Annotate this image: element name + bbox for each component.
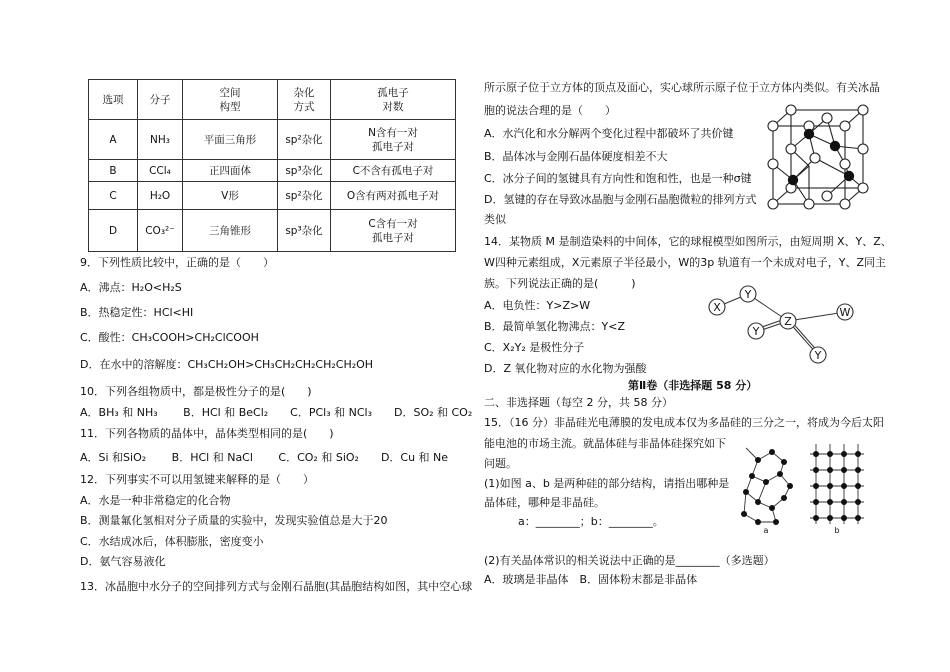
q15-part2-stem: (2)有关晶体常识的相关说法中正确的是________（多选题） xyxy=(484,554,775,567)
atom-z-label: Z xyxy=(784,315,792,328)
cell-shape: 平面三角形 xyxy=(183,120,278,160)
q14-option-a: A．电负性：Y>Z>W xyxy=(484,299,591,312)
cell-option: B xyxy=(89,160,138,182)
structure-a-atoms xyxy=(741,449,793,525)
q13-stem-cont-1: 所示原子位于立方体的顶点及面心，实心球所示原子位于立方体内类似。有关冰晶 xyxy=(484,81,880,94)
q13-option-c: C．冰分子间的氢键具有方向性和饱和性，也是一种σ键 xyxy=(484,172,752,185)
cell-molecule: CCl₄ xyxy=(138,160,183,182)
q14-option-d: D．Z 氧化物对应的水化物为强酸 xyxy=(484,362,647,375)
q13-option-a: A．水汽化和水分解两个变化过程中都破坏了共价键 xyxy=(484,127,734,140)
atom-x-label: X xyxy=(713,301,721,314)
cell-molecule: NH₃ xyxy=(138,120,183,160)
unit-cell-figure xyxy=(765,104,869,216)
q9-option-c: C．酸性：CH₃COOH>CH₂ClCOOH xyxy=(80,331,259,344)
atom-y-label: Y xyxy=(752,325,760,338)
cell-option: A xyxy=(89,120,138,160)
cell-lone: C含有一对 孤电子对 xyxy=(331,210,456,252)
q12-option-c: C．水结成冰后，体积膨胀，密度变小 xyxy=(80,535,264,548)
q15-answer-blanks[interactable]: a：________；b：________。 xyxy=(518,515,664,528)
cell-hybrid: sp³杂化 xyxy=(278,210,331,252)
structure-a xyxy=(744,448,790,522)
table-row xyxy=(89,160,456,182)
label-b: b xyxy=(834,526,840,534)
section-2-heading: 二、非选择题（每空 2 分，共 58 分） xyxy=(484,396,673,409)
q14-option-c: C．X₂Y₂ 是极性分子 xyxy=(484,341,585,354)
q10-options: A．BH₃ 和 NH₃ B．HCl 和 BeCl₂ C．PCl₃ 和 NCl₃ D．SO₂ 和 CO₂ xyxy=(80,406,473,419)
q12-option-a: A．水是一种非常稳定的化合物 xyxy=(80,494,231,507)
q13-stem: 13．冰晶胞中水分子的空间排列方式与金刚石晶胞(其晶胞结构如图，其中空心球 xyxy=(80,580,473,593)
options-table xyxy=(88,79,456,252)
hollow-atoms xyxy=(768,105,868,209)
atom-w-label: W xyxy=(839,306,851,319)
cell-shape: 三角锥形 xyxy=(183,210,278,252)
q9-option-b: B．热稳定性：HCl<HI xyxy=(80,306,194,319)
cell-molecule: CO₃²⁻ xyxy=(138,210,183,252)
cell-hybrid: sp²杂化 xyxy=(278,182,331,210)
header-lone: 孤电子 对数 xyxy=(331,80,456,120)
cell-hybrid: sp²杂化 xyxy=(278,120,331,160)
q14-stem-1: 14．某物质 M 是制造染料的中间体，它的球棍模型如图所示，由短周期 X、Y、Z、 xyxy=(484,235,892,248)
header-molecule: 分子 xyxy=(138,80,183,120)
q12-option-d: D．氨气容易液化 xyxy=(80,555,166,568)
q10-stem: 10．下列各组物质中，都是极性分子的是( ) xyxy=(80,385,312,398)
table-row xyxy=(89,210,456,252)
q13-option-b: B．晶体冰与金刚石晶体硬度相差不大 xyxy=(484,150,668,163)
cell-shape: 正四面体 xyxy=(183,160,278,182)
cell-lone: O含有两对孤电子对 xyxy=(331,182,456,210)
q15-part1-2: 晶体硅，哪种是非晶硅。 xyxy=(484,496,605,509)
cell-molecule: H₂O xyxy=(138,182,183,210)
q15-part1-1: (1)如图 a、b 是两种硅的部分结构，请指出哪种是 xyxy=(484,477,730,490)
ball-stick-model xyxy=(700,282,860,368)
q13-stem-cont-2: 胞的说法合理的是（ ） xyxy=(484,104,616,117)
q15-stem-1: 15．（16 分）非晶硅光电薄膜的发电成本仅为多晶硅的三分之一，将成为今后太阳 xyxy=(484,416,884,429)
q9-option-a: A．沸点：H₂O<H₂S xyxy=(80,281,182,294)
q12-option-b: B．测量氟化氢相对分子质量的实验中，发现实验值总是大于20 xyxy=(80,514,388,527)
q13-option-d: D．氢键的存在导致冰晶胞与金刚石晶胞微粒的排列方式 xyxy=(484,193,757,206)
q14-stem-3: 族。下列说法正确的是( ) xyxy=(484,277,636,290)
table-row xyxy=(89,120,456,160)
cell-lone: C不含有孤电子对 xyxy=(331,160,456,182)
atom-y-label: Y xyxy=(744,288,752,301)
label-a: a xyxy=(763,526,769,534)
atom-y-label: Y xyxy=(814,349,822,362)
solid-atoms xyxy=(788,129,854,185)
q9-option-d: D．在水中的溶解度：CH₃CH₂OH>CH₃CH₂CH₂CH₂CH₂OH xyxy=(80,358,374,371)
table-row xyxy=(89,182,456,210)
header-shape: 空间 构型 xyxy=(183,80,278,120)
cell-option: C xyxy=(89,182,138,210)
header-option: 选项 xyxy=(89,80,138,120)
silicon-structures-figure xyxy=(738,438,868,534)
cell-shape: V形 xyxy=(183,182,278,210)
section-title: 第Ⅱ卷（非选择题 58 分） xyxy=(628,379,758,392)
cell-option: D xyxy=(89,210,138,252)
table-header-row xyxy=(89,80,456,120)
cell-hybrid: sp³杂化 xyxy=(278,160,331,182)
q11-stem: 11．下列各物质的晶体中，晶体类型相同的是( ) xyxy=(80,427,334,440)
q14-option-b: B．最简单氢化物沸点：Y<Z xyxy=(484,320,626,333)
q15-stem-2: 能电池的市场主流。就晶体硅与非晶体硅探究如下 xyxy=(484,437,726,450)
q9-stem: 9．下列性质比较中，正确的是（ ） xyxy=(80,256,274,269)
q11-options: A．Si 和SiO₂ B．HCl 和 NaCl C．CO₂ 和 SiO₂ D．Cu 和 Ne xyxy=(80,451,449,464)
q15-stem-3: 问题。 xyxy=(484,457,517,470)
q15-part2-options: A．玻璃是非晶体 B．固体粉末都是非晶体 xyxy=(484,573,698,586)
q12-stem: 12．下列事实不可以用氢键来解释的是（ ） xyxy=(80,473,314,486)
q14-stem-2: W四种元素组成，X元素原子半径最小，W的3p 轨道有一个未成对电子，Y、Z同主 xyxy=(484,256,887,269)
q13-option-d-cont: 类似 xyxy=(484,213,506,226)
header-hybrid: 杂化 方式 xyxy=(278,80,331,120)
cell-lone: N含有一对 孤电子对 xyxy=(331,120,456,160)
